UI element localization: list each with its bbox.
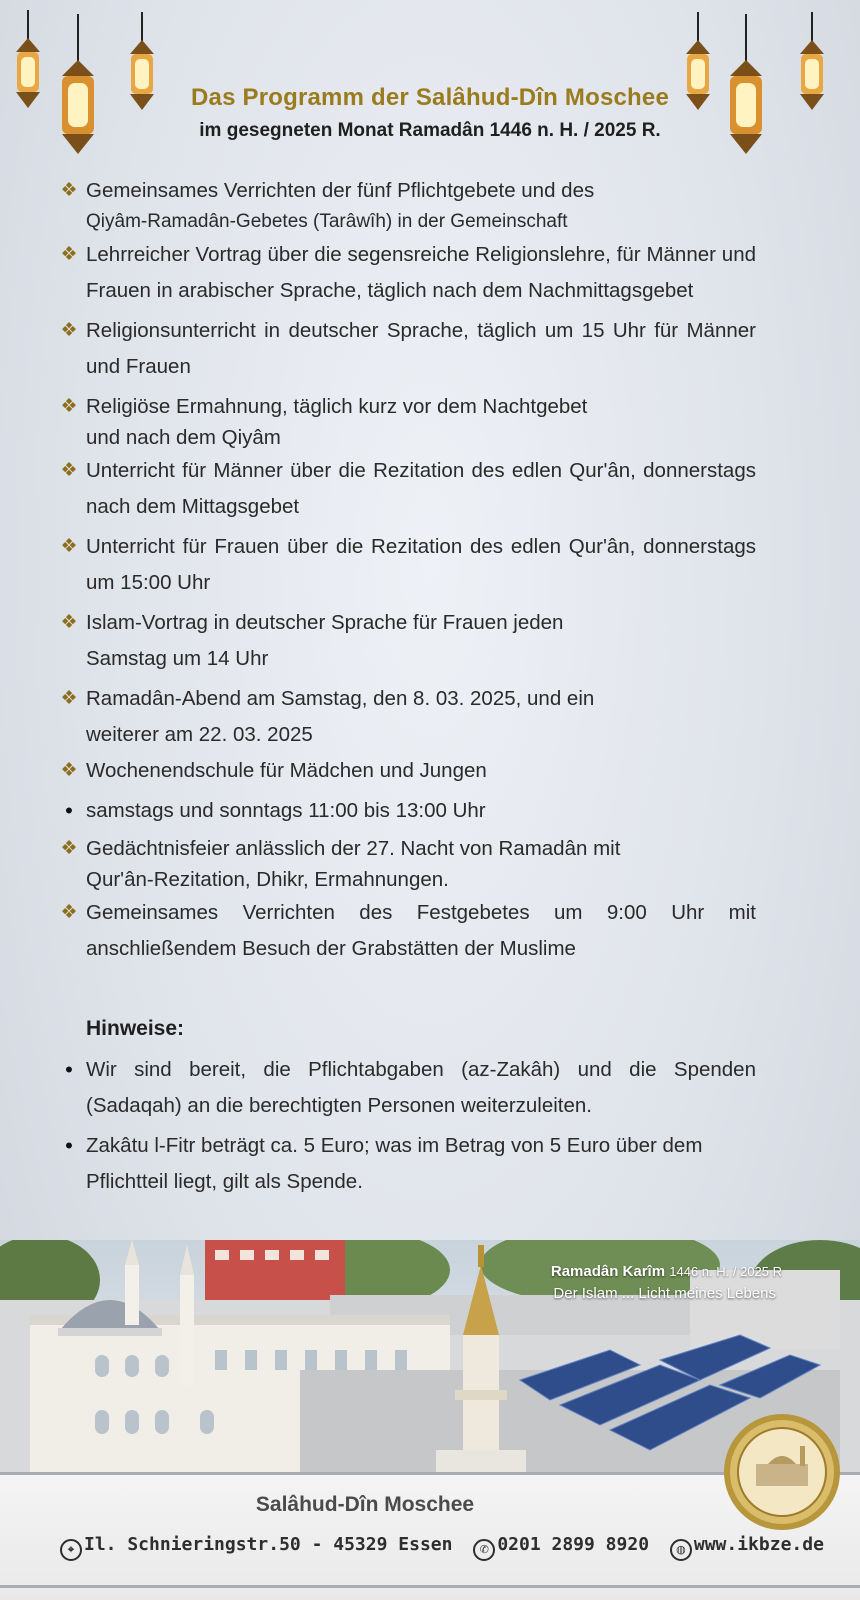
program-item bbox=[56, 681, 756, 753]
program-item-text: Unterricht für Männer über die Rezitation des edlen Qur'ân, donnerstags nach dem Mittagsgebet bbox=[86, 459, 756, 518]
program-item-text: Gemeinsames Verrichten des Festgebetes um 9:00 Uhr mit anschließendem Besuch der Grabstätten der Muslime bbox=[86, 901, 756, 960]
seal-logo bbox=[722, 1412, 842, 1532]
notes-heading: Hinweise: bbox=[86, 1017, 185, 1040]
program-item bbox=[56, 453, 756, 525]
address-text: Il. Schnieringstr.50 - 45329 Essen bbox=[84, 1534, 453, 1555]
diamond-bullet-icon: ❖ bbox=[60, 838, 78, 859]
banner-greeting-year: 1446 n. H. / 2025 R bbox=[669, 1264, 782, 1279]
diamond-bullet-icon: ❖ bbox=[60, 612, 78, 633]
globe-icon: ◍ bbox=[670, 1539, 692, 1561]
program-item-text: Wochenendschule für Mädchen und Jungen bbox=[86, 759, 487, 782]
program-item-line: Qiyâm-Ramadân-Gebetes (Tarâwîh) in der Gemeinschaft bbox=[86, 211, 568, 232]
program-item-line: Samstag um 14 Uhr bbox=[86, 647, 269, 670]
program-item bbox=[56, 313, 756, 385]
banner-slogan: Der Islam ... Licht meines Lebens bbox=[553, 1285, 776, 1302]
program-item-text: Lehrreicher Vortrag über die segensreiche Religionslehre, für Männer und Frauen in arabischer Sprache, täglich nach dem Nachmittagsgebet bbox=[86, 243, 756, 302]
program-list bbox=[56, 175, 756, 967]
program-item bbox=[56, 605, 756, 677]
banner-greeting bbox=[551, 1263, 782, 1280]
program-item-line: Gemeinsames Verrichten der fünf Pflichtgebete und des bbox=[86, 179, 595, 202]
banner-greeting-text: Ramadân Karîm bbox=[550, 1263, 666, 1280]
program-item bbox=[56, 391, 756, 453]
program-item-line: Ramadân-Abend am Samstag, den 8. 03. 2025, und ein bbox=[86, 687, 595, 710]
location-icon: ⌖ bbox=[60, 1539, 82, 1561]
note-item bbox=[56, 1128, 756, 1200]
program-item bbox=[56, 793, 756, 829]
diamond-bullet-icon: ❖ bbox=[60, 688, 78, 709]
program-item bbox=[56, 175, 756, 237]
program-item bbox=[56, 753, 756, 789]
program-item-text: Religionsunterricht in deutscher Sprache, täglich um 15 Uhr für Männer und Frauen bbox=[86, 319, 756, 378]
program-item-text: Unterricht für Frauen über die Rezitation des edlen Qur'ân, donnerstags um 15:00 Uhr bbox=[86, 535, 756, 594]
dot-bullet-icon: • bbox=[65, 1057, 73, 1082]
note-item bbox=[56, 1052, 756, 1124]
program-item bbox=[56, 529, 756, 601]
program-item-line: Religiöse Ermahnung, täglich kurz vor dem Nachtgebet bbox=[86, 395, 588, 418]
program-item bbox=[56, 237, 756, 309]
dot-bullet-icon: • bbox=[65, 1133, 73, 1158]
program-item-line: und nach dem Qiyâm bbox=[86, 426, 281, 449]
dot-bullet-icon: • bbox=[65, 798, 73, 823]
diamond-bullet-icon: ❖ bbox=[60, 396, 78, 417]
page-subtitle: im gesegneten Monat Ramadân 1446 n. H. / 2025 R. bbox=[199, 120, 661, 141]
diamond-bullet-icon: ❖ bbox=[60, 460, 78, 481]
program-item-line: Gedächtnisfeier anlässlich der 27. Nacht von Ramadân mit bbox=[86, 837, 621, 860]
website-link[interactable]: www.ikbze.de bbox=[693, 1534, 824, 1555]
diamond-bullet-icon: ❖ bbox=[60, 902, 78, 923]
program-item-line: Qur'ân-Rezitation, Dhikr, Ermahnungen. bbox=[86, 868, 449, 891]
phone-icon: ✆ bbox=[473, 1539, 495, 1561]
footer-divider bbox=[0, 1585, 860, 1588]
phone-text[interactable]: 0201 2899 8920 bbox=[497, 1534, 650, 1555]
program-item-text: samstags und sonntags 11:00 bis 13:00 Uhr bbox=[86, 799, 486, 822]
program-item-line: Islam-Vortrag in deutscher Sprache für Frauen jeden bbox=[86, 611, 564, 634]
diamond-bullet-icon: ❖ bbox=[60, 536, 78, 557]
diamond-bullet-icon: ❖ bbox=[60, 180, 78, 201]
contact-line bbox=[60, 1534, 824, 1561]
notes-list bbox=[56, 1052, 756, 1200]
diamond-bullet-icon: ❖ bbox=[60, 320, 78, 341]
mosque-name: Salâhud-Dîn Moschee bbox=[255, 1493, 475, 1516]
diamond-bullet-icon: ❖ bbox=[60, 244, 78, 265]
program-item bbox=[56, 833, 756, 895]
program-item-line: weiterer am 22. 03. 2025 bbox=[86, 723, 313, 746]
note-text: Zakâtu l-Fitr beträgt ca. 5 Euro; was im Betrag von 5 Euro über dem Pflichtteil liegt, gilt als Spende. bbox=[86, 1134, 703, 1193]
page-title: Das Programm der Salâhud-Dîn Moschee bbox=[191, 84, 669, 111]
diamond-bullet-icon: ❖ bbox=[60, 760, 78, 781]
program-item bbox=[56, 895, 756, 967]
note-text: Wir sind bereit, die Pflichtabgaben (az-Zakâh) und die Spenden (Sadaqah) an die berechtigten Personen weiterzuleiten. bbox=[86, 1058, 756, 1117]
